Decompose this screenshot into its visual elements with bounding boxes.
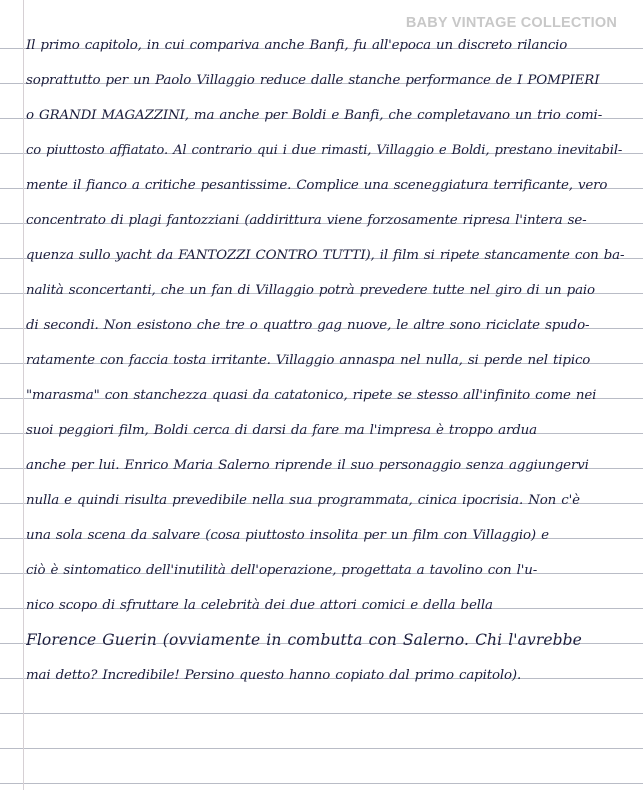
text-line: una sola scena da salvare (cosa piuttosto insolita per un film con Villaggio) e — [26, 528, 549, 543]
text-line: ratamente con faccia tosta irritante. Villaggio annaspa nel nulla, si perde nel tipico — [26, 353, 591, 368]
text-line: co piuttosto affiatato. Al contrario qui i due rimasti, Villaggio e Boldi, prestano inevitabil- — [26, 143, 623, 158]
text-line: concentrato di plagi fantozziani (addirittura viene forzosamente ripresa l'intera se- — [26, 213, 587, 228]
text-line: "marasma" con stanchezza quasi da catatonico, ripete se stesso all'infinito come nei — [26, 388, 597, 403]
text-line: quenza sullo yacht da FANTOZZI CONTRO TUTTI), il film si ripete stancamente con ba- — [26, 248, 625, 263]
text-line: nulla e quindi risulta prevedibile nella sua programmata, cinica ipocrisia. Non c'è — [26, 493, 580, 508]
margin-line — [23, 0, 24, 790]
text-line: ciò è sintomatico dell'inutilità dell'operazione, progettata a tavolino con l'u- — [26, 563, 538, 578]
text-line: Il primo capitolo, in cui compariva anche Banfi, fu all'epoca un discreto rilancio — [26, 38, 568, 53]
text-line: di secondi. Non esistono che tre o quattro gag nuove, le altre sono riciclate spudo- — [26, 318, 590, 333]
text-line: soprattutto per un Paolo Villaggio reduce dalle stanche performance de I POMPIERI — [26, 73, 600, 88]
handwritten-review-text — [26, 28, 626, 693]
text-line: mai detto? Incredibile! Persino questo hanno copiato dal primo capitolo). — [26, 668, 522, 683]
text-line: suoi peggiori film, Boldi cerca di darsi da fare ma l'impresa è troppo ardua — [26, 423, 537, 438]
text-line: nalità sconcertanti, che un fan di Villaggio potrà prevedere tutte nel giro di un paio — [26, 283, 595, 298]
text-line: anche per lui. Enrico Maria Salerno riprende il suo personaggio senza aggiungervi — [26, 458, 589, 473]
text-line: mente il fianco a critiche pesantissime. Complice una sceneggiatura terrificante, vero — [26, 178, 608, 193]
watermark-text: BABY VINTAGE COLLECTION — [405, 15, 617, 31]
text-line: o GRANDI MAGAZZINI, ma anche per Boldi e Banfi, che completavano un trio comi- — [26, 108, 603, 123]
text-line: nico scopo di sfruttare la celebrità dei due attori comici e della bella — [26, 598, 493, 613]
text-line: Florence Guerin (ovviamente in combutta con Salerno. Chi l'avrebbe — [26, 631, 582, 649]
